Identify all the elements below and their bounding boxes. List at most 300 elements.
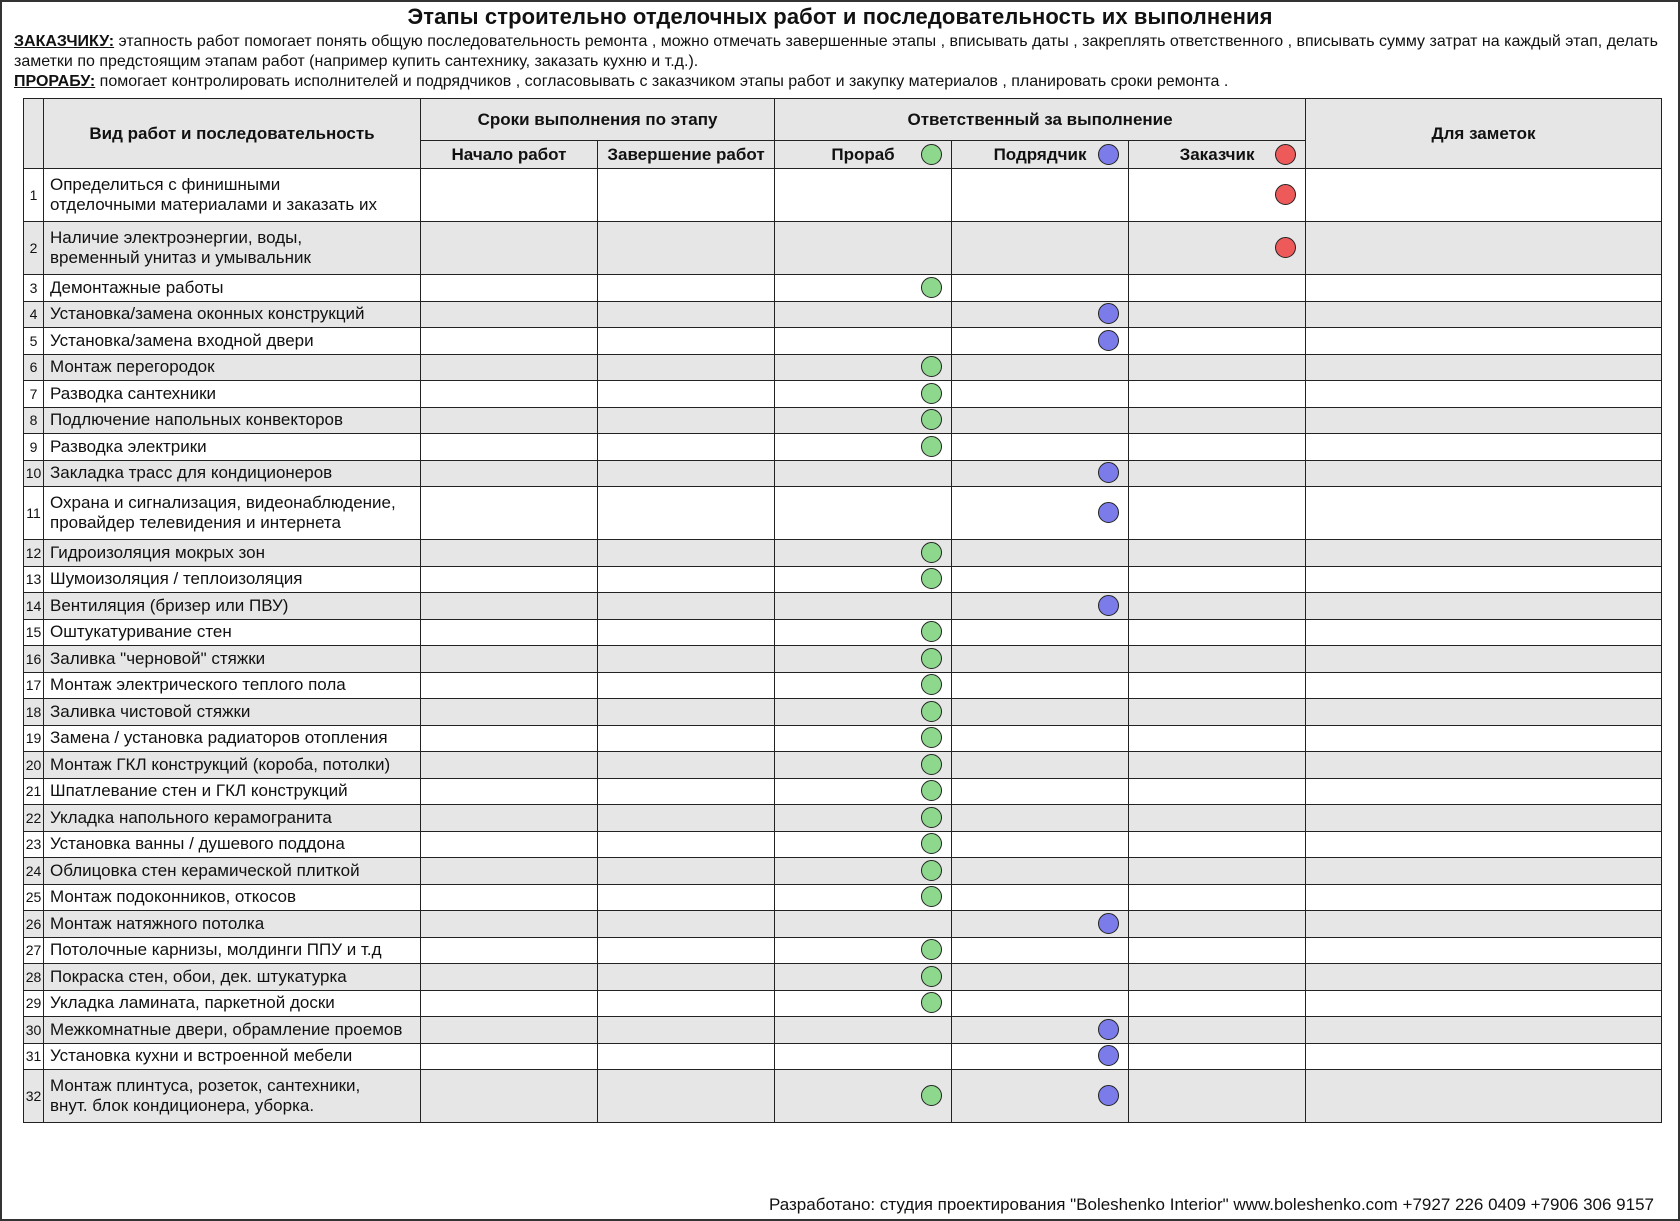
- customer-cell: [1129, 831, 1306, 858]
- row-number: 21: [24, 778, 44, 805]
- page-title: Этапы строительно отделочных работ и последовательность их выполнения: [407, 4, 1273, 29]
- customer-cell: [1129, 566, 1306, 593]
- start-cell[interactable]: [421, 381, 598, 408]
- end-cell[interactable]: [598, 858, 775, 885]
- end-cell[interactable]: [598, 911, 775, 938]
- start-cell[interactable]: [421, 778, 598, 805]
- table-row: [24, 725, 1662, 752]
- end-cell[interactable]: [598, 831, 775, 858]
- footer-credits: Разработано: студия проектирования "Boleshenko Interior" www.boleshenko.com +7927 226 0409 +7906 306 9157: [768, 1195, 1654, 1214]
- foreman-marker-icon: [921, 966, 942, 987]
- work-name: [44, 884, 421, 911]
- work-name-line: Закладка трасс для кондиционеров: [50, 463, 333, 483]
- customer-cell: [1129, 354, 1306, 381]
- end-cell[interactable]: [598, 275, 775, 302]
- contractor-cell: [952, 593, 1129, 620]
- work-name: [44, 169, 421, 222]
- end-cell[interactable]: [598, 752, 775, 779]
- notes-cell[interactable]: [1306, 778, 1662, 805]
- contractor-cell: [952, 672, 1129, 699]
- contractor-marker-icon: [1098, 303, 1119, 324]
- foreman-marker-icon: [921, 568, 942, 589]
- header-customer: [1129, 141, 1306, 169]
- table-row: [24, 990, 1662, 1017]
- contractor-cell: [952, 964, 1129, 991]
- work-name-line: Монтаж перегородок: [50, 357, 215, 377]
- contractor-cell: [952, 381, 1129, 408]
- work-name-line: Заливка чистовой стяжки: [50, 701, 251, 721]
- notes-cell[interactable]: [1306, 858, 1662, 885]
- end-cell[interactable]: [598, 964, 775, 991]
- stages-body: [24, 169, 1662, 1123]
- contractor-marker-icon: [1098, 1045, 1119, 1066]
- notes-cell[interactable]: [1306, 725, 1662, 752]
- start-cell[interactable]: [421, 169, 598, 222]
- table-row: [24, 354, 1662, 381]
- notes-cell[interactable]: [1306, 884, 1662, 911]
- contractor-cell: [952, 354, 1129, 381]
- start-cell[interactable]: [421, 1017, 598, 1044]
- header-end: Завершение работ: [598, 141, 775, 169]
- start-cell[interactable]: [421, 699, 598, 726]
- table-row: [24, 937, 1662, 964]
- row-number: 16: [24, 646, 44, 673]
- table-row: [24, 434, 1662, 461]
- work-name: [44, 990, 421, 1017]
- foreman-cell: [775, 672, 952, 699]
- contractor-cell: [952, 540, 1129, 567]
- notes-cell[interactable]: [1306, 699, 1662, 726]
- work-name: [44, 222, 421, 275]
- header-row-top: [24, 99, 1662, 141]
- customer-cell: [1129, 646, 1306, 673]
- customer-cell: [1129, 858, 1306, 885]
- end-cell[interactable]: [598, 646, 775, 673]
- work-name-line: Установка кухни и встроенной мебели: [50, 1046, 353, 1066]
- contractor-marker-icon: [1098, 1085, 1119, 1106]
- table-row: [24, 222, 1662, 275]
- work-name: [44, 619, 421, 646]
- contractor-cell: [952, 566, 1129, 593]
- customer-note: [14, 32, 1664, 72]
- end-cell[interactable]: [598, 540, 775, 567]
- foreman-cell: [775, 858, 952, 885]
- work-name-line: Оштукатуривание стен: [50, 622, 232, 642]
- contractor-cell: [952, 699, 1129, 726]
- header-contractor: [952, 141, 1129, 169]
- foreman-marker-icon: [921, 383, 942, 404]
- table-row: [24, 646, 1662, 673]
- end-cell[interactable]: [598, 778, 775, 805]
- start-cell[interactable]: [421, 1043, 598, 1070]
- customer-cell: [1129, 805, 1306, 832]
- contractor-cell: [952, 831, 1129, 858]
- contractor-cell: [952, 169, 1129, 222]
- start-cell[interactable]: [421, 434, 598, 461]
- end-cell[interactable]: [598, 937, 775, 964]
- work-name-line: Подлючение напольных конвекторов: [50, 410, 344, 430]
- notes-cell[interactable]: [1306, 990, 1662, 1017]
- foreman-cell: [775, 301, 952, 328]
- foreman-marker-icon: [921, 409, 942, 430]
- end-cell[interactable]: [598, 566, 775, 593]
- end-cell[interactable]: [598, 884, 775, 911]
- notes-cell[interactable]: [1306, 646, 1662, 673]
- row-number: 26: [24, 911, 44, 938]
- work-name-line: Монтаж плинтуса, розеток, сантехники,: [50, 1076, 361, 1095]
- foreman-cell: [775, 911, 952, 938]
- customer-cell: [1129, 911, 1306, 938]
- end-cell[interactable]: [598, 381, 775, 408]
- start-cell[interactable]: [421, 646, 598, 673]
- header-contractor-label: Подрядчик: [993, 144, 1087, 164]
- row-number: 31: [24, 1043, 44, 1070]
- table-row: [24, 858, 1662, 885]
- row-number: 29: [24, 990, 44, 1017]
- customer-cell: [1129, 381, 1306, 408]
- foreman-marker-icon: [921, 277, 942, 298]
- start-cell[interactable]: [421, 1070, 598, 1123]
- foreman-marker-icon: [921, 701, 942, 722]
- customer-cell: [1129, 884, 1306, 911]
- row-number: 22: [24, 805, 44, 832]
- notes-cell[interactable]: [1306, 169, 1662, 222]
- start-cell[interactable]: [421, 407, 598, 434]
- contractor-cell: [952, 1070, 1129, 1123]
- work-name-line: Установка ванны / душевого поддона: [50, 834, 345, 854]
- start-cell[interactable]: [421, 540, 598, 567]
- foreman-cell: [775, 381, 952, 408]
- notes-cell[interactable]: [1306, 460, 1662, 487]
- work-name-line: Демонтажные работы: [50, 277, 224, 297]
- header-responsible: Ответственный за выполнение: [775, 99, 1306, 141]
- header-customer-label: Заказчик: [1179, 144, 1255, 164]
- work-name: [44, 354, 421, 381]
- row-number: 18: [24, 699, 44, 726]
- foreman-cell: [775, 1043, 952, 1070]
- work-name-line: Установка/замена входной двери: [50, 330, 314, 350]
- contractor-cell: [952, 619, 1129, 646]
- notes-cell[interactable]: [1306, 672, 1662, 699]
- row-number: 30: [24, 1017, 44, 1044]
- start-cell[interactable]: [421, 884, 598, 911]
- start-cell[interactable]: [421, 990, 598, 1017]
- foreman-cell: [775, 540, 952, 567]
- start-cell[interactable]: [421, 672, 598, 699]
- contractor-cell: [952, 778, 1129, 805]
- work-name: [44, 937, 421, 964]
- customer-marker-icon: [1275, 237, 1296, 258]
- start-cell[interactable]: [421, 328, 598, 355]
- row-number: 25: [24, 884, 44, 911]
- end-cell[interactable]: [598, 699, 775, 726]
- notes-cell[interactable]: [1306, 752, 1662, 779]
- notes-cell[interactable]: [1306, 593, 1662, 620]
- notes-cell[interactable]: [1306, 937, 1662, 964]
- work-name: [44, 911, 421, 938]
- row-number: 6: [24, 354, 44, 381]
- customer-label: ЗАКАЗЧИКУ:: [14, 33, 115, 50]
- start-cell[interactable]: [421, 619, 598, 646]
- customer-text: этапность работ помогает понять общую последовательность ремонта , можно отмечать завершенные этапы , вписывать даты , закреплять ответственного , вписывать сумму затрат на каждый этап, делать заметки по предстоящим этапам работ (например купить сантехнику, заказать кухню и т.д.).: [14, 33, 1658, 70]
- start-cell[interactable]: [421, 937, 598, 964]
- work-name: [44, 275, 421, 302]
- start-cell[interactable]: [421, 354, 598, 381]
- header-num: [24, 99, 44, 169]
- foreman-cell: [775, 434, 952, 461]
- start-cell[interactable]: [421, 964, 598, 991]
- end-cell[interactable]: [598, 619, 775, 646]
- foreman-cell: [775, 222, 952, 275]
- customer-cell: [1129, 407, 1306, 434]
- work-name-line: внут. блок кондиционера, уборка.: [50, 1096, 315, 1115]
- table-row: [24, 540, 1662, 567]
- start-cell[interactable]: [421, 487, 598, 540]
- start-cell[interactable]: [421, 275, 598, 302]
- foreman-marker-icon: [921, 144, 942, 165]
- row-number: 11: [24, 487, 44, 540]
- row-number: 13: [24, 566, 44, 593]
- row-number: 3: [24, 275, 44, 302]
- work-name-line: Монтаж ГКЛ конструкций (короба, потолки): [50, 754, 391, 774]
- work-name-line: Заливка "черновой" стяжки: [50, 648, 266, 668]
- customer-cell: [1129, 990, 1306, 1017]
- work-name: [44, 646, 421, 673]
- foreman-cell: [775, 460, 952, 487]
- contractor-marker-icon: [1098, 913, 1119, 934]
- table-row: [24, 1070, 1662, 1123]
- work-name-line: Разводка электрики: [50, 436, 207, 456]
- foreman-cell: [775, 593, 952, 620]
- customer-marker-icon: [1275, 184, 1296, 205]
- start-cell[interactable]: [421, 805, 598, 832]
- foreman-cell: [775, 328, 952, 355]
- end-cell[interactable]: [598, 1017, 775, 1044]
- start-cell[interactable]: [421, 911, 598, 938]
- work-name: [44, 381, 421, 408]
- foreman-marker-icon: [921, 939, 942, 960]
- row-number: 27: [24, 937, 44, 964]
- end-cell[interactable]: [598, 725, 775, 752]
- foreman-cell: [775, 646, 952, 673]
- end-cell[interactable]: [598, 169, 775, 222]
- end-cell[interactable]: [598, 460, 775, 487]
- table-row: [24, 487, 1662, 540]
- row-number: 1: [24, 169, 44, 222]
- customer-cell: [1129, 937, 1306, 964]
- header-terms: Сроки выполнения по этапу: [421, 99, 775, 141]
- end-cell[interactable]: [598, 672, 775, 699]
- foreman-cell: [775, 275, 952, 302]
- notes-cell[interactable]: [1306, 275, 1662, 302]
- notes-cell[interactable]: [1306, 301, 1662, 328]
- end-cell[interactable]: [598, 487, 775, 540]
- work-name-line: Шумоизоляция / теплоизоляция: [50, 569, 303, 589]
- start-cell[interactable]: [421, 566, 598, 593]
- work-name: [44, 566, 421, 593]
- contractor-marker-icon: [1098, 144, 1119, 165]
- header-notes: Для заметок: [1306, 99, 1662, 169]
- end-cell[interactable]: [598, 301, 775, 328]
- contractor-cell: [952, 460, 1129, 487]
- foreman-cell: [775, 990, 952, 1017]
- table-row: [24, 381, 1662, 408]
- notes-cell[interactable]: [1306, 328, 1662, 355]
- contractor-cell: [952, 222, 1129, 275]
- work-name-line: Монтаж подоконников, откосов: [50, 887, 297, 907]
- notes-cell[interactable]: [1306, 831, 1662, 858]
- customer-cell: [1129, 328, 1306, 355]
- foreman-marker-icon: [921, 833, 942, 854]
- foreman-cell: [775, 487, 952, 540]
- header-work: Вид работ и последовательность: [44, 99, 421, 169]
- foreman-cell: [775, 699, 952, 726]
- contractor-cell: [952, 884, 1129, 911]
- table-row: [24, 778, 1662, 805]
- end-cell[interactable]: [598, 407, 775, 434]
- customer-cell: [1129, 619, 1306, 646]
- foreman-cell: [775, 407, 952, 434]
- table-row: [24, 699, 1662, 726]
- end-cell[interactable]: [598, 1070, 775, 1123]
- customer-cell: [1129, 222, 1306, 275]
- contractor-marker-icon: [1098, 462, 1119, 483]
- customer-cell: [1129, 540, 1306, 567]
- foreman-cell: [775, 619, 952, 646]
- end-cell[interactable]: [598, 1043, 775, 1070]
- foreman-marker-icon: [921, 356, 942, 377]
- work-name-line: Монтаж электрического теплого пола: [50, 675, 346, 695]
- work-name-line: Потолочные карнизы, молдинги ППУ и т.д: [50, 940, 382, 960]
- table-row: [24, 275, 1662, 302]
- notes-cell[interactable]: [1306, 434, 1662, 461]
- work-name: [44, 672, 421, 699]
- notes-cell[interactable]: [1306, 540, 1662, 567]
- customer-cell: [1129, 275, 1306, 302]
- notes-cell[interactable]: [1306, 566, 1662, 593]
- work-name: [44, 725, 421, 752]
- notes-cell[interactable]: [1306, 354, 1662, 381]
- work-name-line: Гидроизоляция мокрых зон: [50, 542, 265, 562]
- start-cell[interactable]: [421, 831, 598, 858]
- foreman-marker-icon: [921, 780, 942, 801]
- notes-cell[interactable]: [1306, 381, 1662, 408]
- foreman-marker-icon: [921, 648, 942, 669]
- contractor-cell: [952, 301, 1129, 328]
- work-name-line: Определиться с финишными: [50, 175, 281, 194]
- foreman-note: [14, 72, 1664, 92]
- work-name-line: провайдер телевидения и интернета: [50, 513, 341, 532]
- row-number: 14: [24, 593, 44, 620]
- foreman-marker-icon: [921, 436, 942, 457]
- customer-cell: [1129, 434, 1306, 461]
- foreman-cell: [775, 964, 952, 991]
- work-name: [44, 778, 421, 805]
- contractor-cell: [952, 646, 1129, 673]
- notes-cell[interactable]: [1306, 407, 1662, 434]
- table-row: [24, 301, 1662, 328]
- work-name-line: временный унитаз и умывальник: [50, 248, 311, 267]
- start-cell[interactable]: [421, 725, 598, 752]
- customer-cell: [1129, 593, 1306, 620]
- work-name-line: Межкомнатные двери, обрамление проемов: [50, 1019, 403, 1039]
- foreman-marker-icon: [921, 621, 942, 642]
- foreman-cell: [775, 1017, 952, 1044]
- row-number: 8: [24, 407, 44, 434]
- contractor-cell: [952, 805, 1129, 832]
- contractor-cell: [952, 275, 1129, 302]
- notes-cell[interactable]: [1306, 1017, 1662, 1044]
- contractor-cell: [952, 328, 1129, 355]
- work-name: [44, 858, 421, 885]
- end-cell[interactable]: [598, 593, 775, 620]
- row-number: 28: [24, 964, 44, 991]
- work-name: [44, 407, 421, 434]
- start-cell[interactable]: [421, 752, 598, 779]
- start-cell[interactable]: [421, 222, 598, 275]
- notes-cell[interactable]: [1306, 805, 1662, 832]
- foreman-marker-icon: [921, 727, 942, 748]
- start-cell[interactable]: [421, 460, 598, 487]
- foreman-cell: [775, 169, 952, 222]
- notes-cell[interactable]: [1306, 487, 1662, 540]
- end-cell[interactable]: [598, 328, 775, 355]
- table-row: [24, 831, 1662, 858]
- customer-cell: [1129, 964, 1306, 991]
- table-row: [24, 328, 1662, 355]
- work-name-line: Наличие электроэнергии, воды,: [50, 228, 303, 247]
- end-cell[interactable]: [598, 990, 775, 1017]
- row-number: 2: [24, 222, 44, 275]
- contractor-marker-icon: [1098, 595, 1119, 616]
- foreman-marker-icon: [921, 992, 942, 1013]
- foreman-marker-icon: [921, 542, 942, 563]
- work-name-line: Укладка ламината, паркетной доски: [50, 993, 335, 1013]
- end-cell[interactable]: [598, 222, 775, 275]
- header-start: Начало работ: [421, 141, 598, 169]
- end-cell[interactable]: [598, 354, 775, 381]
- start-cell[interactable]: [421, 301, 598, 328]
- notes-cell[interactable]: [1306, 1043, 1662, 1070]
- work-name-line: Замена / установка радиаторов отопления: [50, 728, 388, 748]
- row-number: 7: [24, 381, 44, 408]
- foreman-marker-icon: [921, 807, 942, 828]
- notes-cell[interactable]: [1306, 1070, 1662, 1123]
- table-row: [24, 752, 1662, 779]
- foreman-marker-icon: [921, 860, 942, 881]
- contractor-cell: [952, 407, 1129, 434]
- start-cell[interactable]: [421, 593, 598, 620]
- foreman-marker-icon: [921, 674, 942, 695]
- customer-cell: [1129, 460, 1306, 487]
- row-number: 20: [24, 752, 44, 779]
- foreman-marker-icon: [921, 1085, 942, 1106]
- foreman-cell: [775, 937, 952, 964]
- notes-cell[interactable]: [1306, 964, 1662, 991]
- foreman-cell: [775, 354, 952, 381]
- table-row: [24, 566, 1662, 593]
- customer-cell: [1129, 778, 1306, 805]
- end-cell[interactable]: [598, 805, 775, 832]
- row-number: 17: [24, 672, 44, 699]
- notes-cell[interactable]: [1306, 222, 1662, 275]
- customer-cell: [1129, 301, 1306, 328]
- notes-cell[interactable]: [1306, 619, 1662, 646]
- table-row: [24, 460, 1662, 487]
- notes-cell[interactable]: [1306, 911, 1662, 938]
- start-cell[interactable]: [421, 858, 598, 885]
- end-cell[interactable]: [598, 434, 775, 461]
